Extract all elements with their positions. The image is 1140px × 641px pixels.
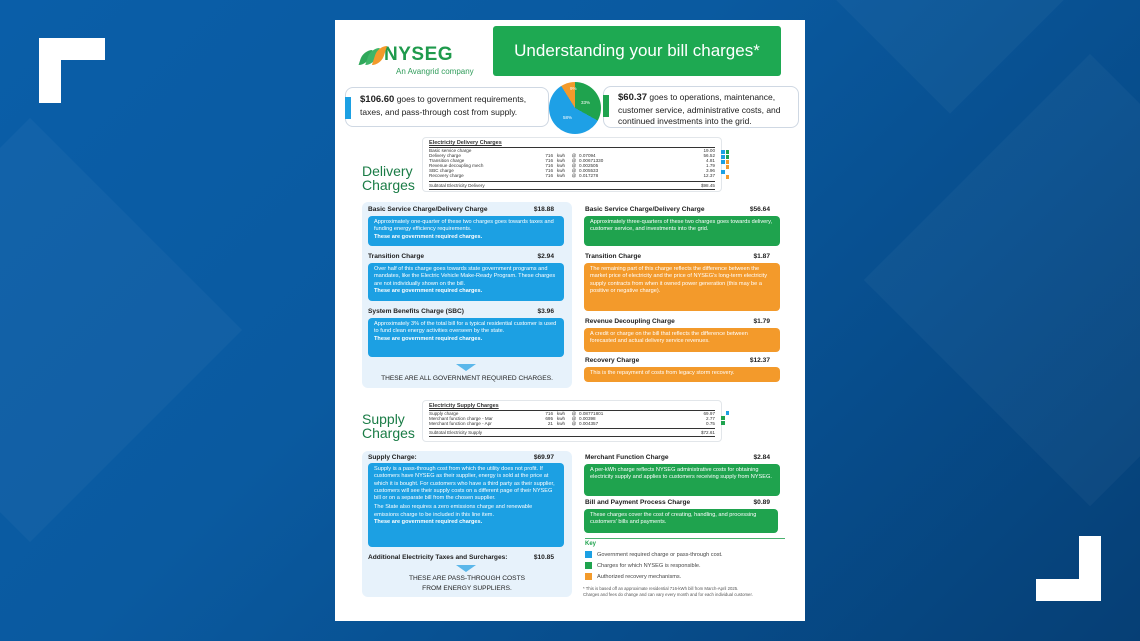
key-item-recovery: Authorized recovery mechanisms. <box>585 573 785 580</box>
table-cell-label: SBC charge <box>429 168 454 174</box>
table-subtotal: Subtotal Electricity Delivery $98.45 <box>429 182 715 188</box>
item-revenue-decoupling-desc: A credit or charge on the bill that reflects the difference between forecasted and actual delivery service revenues. <box>584 328 780 352</box>
item-transition-gov-desc: Over half of this charge goes towards state government programs and mandates, like the Electric Vehicle Make-Ready Program. These charges are not individually shown on the bill. These are government required charges. <box>368 263 564 301</box>
pie-label-orange: 9% <box>570 86 577 91</box>
table-cell-label: Merchant function charge - Mar <box>429 416 493 422</box>
logo-tagline: An Avangrid company <box>396 67 474 76</box>
table-cell-label: Transition charge <box>429 158 465 164</box>
table-cell-unit: kwh <box>556 416 566 422</box>
summary-government-amount: $106.60 <box>360 94 395 105</box>
table-cell-amount: 12.37 <box>703 173 715 179</box>
table-cell-qty: 695 <box>545 416 553 422</box>
supply-panel-footer: THESE ARE PASS-THROUGH COSTS FROM ENERGY SUPPLIERS. <box>408 575 526 592</box>
table-cell-label: Basic service charge <box>429 148 472 153</box>
item-merchant-function: Merchant Function Charge $2.84 <box>585 454 770 461</box>
nyseg-logo <box>361 44 474 76</box>
color-key-dots <box>721 150 729 179</box>
summary-operations <box>603 86 799 128</box>
table-cell-label: Recovery charge <box>429 173 464 179</box>
footnote: * This is based off an approximate residential 716-kWh bill from March-April 2025. Charges and fees do change and can vary every month and for each individual customer. <box>583 586 753 598</box>
bill-infographic <box>335 20 805 621</box>
color-key-dots <box>721 411 729 425</box>
page-title: Understanding your bill charges* <box>493 26 781 76</box>
table-cell-rate: 0.017278 <box>579 173 599 179</box>
item-recovery-desc: This is the repayment of costs from legacy storm recovery. <box>584 367 780 382</box>
table-cell-at: @ <box>571 168 577 174</box>
table-cell-rate: 0.07094 <box>579 153 596 159</box>
table-subtotal: Subtotal Electricity Supply $72.61 <box>429 430 715 436</box>
table-cell-label: Merchant function charge - Apr <box>429 421 492 427</box>
table-cell-amount: 1.79 <box>706 163 715 169</box>
pie-chart <box>549 82 601 134</box>
item-merchant-function-desc: A per-kWh charge reflects NYSEG administrative costs for obtaining electricity supply and applies to customers receiving supply from NYSEG. <box>584 464 780 496</box>
item-recovery: Recovery Charge $12.37 <box>585 357 770 364</box>
table-cell-unit: kwh <box>556 158 566 164</box>
table-cell-amount: 4.81 <box>706 158 715 164</box>
supply-section-title: Supply Charges <box>362 411 415 441</box>
table-cell-amount: 3.96 <box>706 168 715 174</box>
summary-operations-amount: $60.37 <box>618 92 648 103</box>
delivery-section-title: Delivery Charges <box>362 163 415 193</box>
table-cell-label: Delivery charge <box>429 153 461 159</box>
item-supply-charge-desc: Supply is a pass-through cost from which the utility does not profit. If customers have NYSEG as their supplier, energy is sold at the price at which it is bought. For customers who have a third party as their supplier, customers will see their supply costs on a different page of their NYSEG bill or on a separate bill from the chosen supplier. The State also requires a zero emissions charge and renewable emissions charge to be included in this line item. These are government required charges. <box>368 463 564 547</box>
table-cell-qty: 716 <box>545 153 553 159</box>
table-cell-amount: 69.97 <box>703 411 715 416</box>
table-cell-unit: kwh <box>556 421 566 427</box>
table-cell-rate: 0.004357 <box>579 421 599 427</box>
table-title: Electricity Delivery Charges <box>429 140 715 148</box>
table-cell-at: @ <box>571 411 577 416</box>
delivery-panel-footer: THESE ARE ALL GOVERNMENT REQUIRED CHARGES. <box>381 375 553 382</box>
table-cell-unit: kwh <box>556 168 566 174</box>
item-basic-service-gov: Basic Service Charge/Delivery Charge $18.88 <box>368 206 554 213</box>
table-cell-unit: kwh <box>556 173 566 179</box>
item-transition-recovery-desc: The remaining part of this charge reflects the difference between the market price of electricity and the price of NYSEG's long-term electricity supply contracts from when it owned power generation (this may be a positive or negative charge). <box>584 263 780 311</box>
table-cell-at: @ <box>571 173 577 179</box>
table-cell-at: @ <box>571 416 577 422</box>
logo-name: NYSEG <box>384 44 454 65</box>
table-cell-rate: 0.002505 <box>579 163 599 169</box>
delivery-charges-table <box>422 137 722 192</box>
key-item-nyseg: Charges for which NYSEG is responsible. <box>585 562 785 569</box>
table-cell-qty: 716 <box>545 158 553 164</box>
key-item-government: Government required charge or pass-through cost. <box>585 551 785 558</box>
table-cell-label: Revenue decoupling mech <box>429 163 484 169</box>
item-basic-service-nyseg-desc: Approximately three-quarters of these two charges goes towards delivery, customer service, and investments into the grid. <box>584 216 780 246</box>
table-cell-unit: kwh <box>556 411 566 416</box>
table-cell-at: @ <box>571 158 577 164</box>
table-cell-qty: 716 <box>545 163 553 169</box>
item-sbc-desc: Approximately 3% of the total bill for a typical residential customer is used to fund clean energy activities overseen by the state. These are government required charges. <box>368 318 564 357</box>
summary-government <box>345 87 549 127</box>
background-diamond <box>0 118 242 542</box>
table-cell-amount: 56.52 <box>703 153 715 159</box>
table-cell-qty: 21 <box>547 421 553 427</box>
table-cell-qty: 716 <box>545 173 553 179</box>
table-cell-rate: 0.00398 <box>579 416 596 422</box>
table-cell-rate: 0.08771801 <box>579 411 604 416</box>
table-cell-amount: 19.00 <box>703 148 715 153</box>
table-cell-at: @ <box>571 153 577 159</box>
leaf-logo-icon <box>361 46 382 65</box>
table-row <box>429 173 715 178</box>
table-cell-rate: 0.00671330 <box>579 158 604 164</box>
table-cell-qty: 716 <box>545 411 553 416</box>
table-cell-amount: 2.77 <box>706 416 715 422</box>
item-basic-service-nyseg: Basic Service Charge/Delivery Charge $56.64 <box>585 206 770 213</box>
pie-label-blue: 58% <box>563 115 573 120</box>
table-cell-unit: kwh <box>556 163 566 169</box>
supply-charges-table <box>422 400 722 442</box>
table-cell-qty: 716 <box>545 168 553 174</box>
arrow-down-icon <box>456 364 476 371</box>
table-row <box>429 421 715 426</box>
background-diamond <box>864 54 1140 507</box>
item-transition-recovery: Transition Charge $1.87 <box>585 253 770 260</box>
item-bill-payment: Bill and Payment Process Charge $0.89 <box>585 499 770 506</box>
table-cell-at: @ <box>571 163 577 169</box>
item-additional-taxes: Additional Electricity Taxes and Surcharges: $10.85 <box>368 554 554 561</box>
table-title: Electricity Supply Charges <box>429 403 715 411</box>
table-cell-label: Supply charge <box>429 411 459 416</box>
summary-government-text: goes to government requirements, taxes, and pass-through cost from supply. <box>360 94 527 117</box>
table-cell-amount: 0.75 <box>706 421 715 427</box>
table-cell-at: @ <box>571 421 577 427</box>
item-revenue-decoupling: Revenue Decoupling Charge $1.79 <box>585 318 770 325</box>
item-sbc: System Benefits Charge (SBC) $3.96 <box>368 308 554 315</box>
item-bill-payment-desc: These charges cover the cost of creating, handling, and processing customers' bills and payments. <box>584 509 778 533</box>
summary-operations-text: goes to operations, maintenance, customer service, administrative costs, and continued investments into the grid. <box>618 92 781 127</box>
table-cell-rate: 0.005533 <box>579 168 599 174</box>
item-transition-gov: Transition Charge $2.94 <box>368 253 554 260</box>
table-cell-unit: kwh <box>556 153 566 159</box>
color-key: Key Government required charge or pass-through cost. Charges for which NYSEG is responsible. Authorized recovery mechanisms. <box>585 538 785 580</box>
arrow-down-icon <box>456 565 476 572</box>
item-supply-charge: Supply Charge: $69.97 <box>368 454 554 461</box>
item-basic-service-gov-desc: Approximately one-quarter of these two charges goes towards taxes and funding energy efficiency requirements. These are government required charges. <box>368 216 564 246</box>
pie-label-green: 33% <box>581 100 591 105</box>
